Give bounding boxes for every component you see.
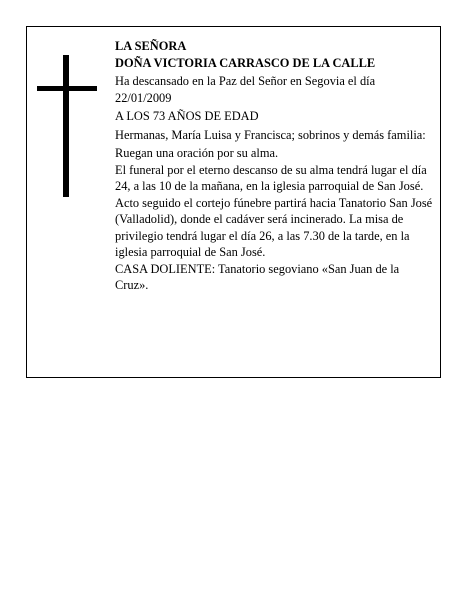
mourning-house: CASA DOLIENTE: Tanatorio segoviano «San Juan de la Cruz». — [115, 261, 400, 292]
death-statement: Ha descansado en la Paz del Señor en Segovia el día 22/01/2009 — [115, 74, 376, 105]
prayer-request: Ruegan una oración por su alma. — [115, 146, 279, 160]
cross-horizontal-bar — [37, 86, 97, 91]
notice-title: LA SEÑORA — [115, 39, 187, 53]
cross-vertical-bar — [63, 55, 69, 197]
deceased-name: DOÑA VICTORIA CARRASCO DE LA CALLE — [115, 55, 376, 70]
cross-icon — [37, 55, 97, 197]
funeral-details: El funeral por el eterno descanso de su alma tendrá lugar el día 24, a las 10 de la mañana, en la iglesia parroquial de San José. Acto seguido el cortejo fúnebre partirá hacia Tanatorio San José (Valladolid), donde el cadáver será incinerado. La misa de privilegio tendrá lugar el día 26, a las 7.30 de la tarde, en la iglesia parroquial de San José. — [115, 162, 433, 259]
obituary-text — [115, 38, 433, 294]
age-line: A LOS 73 AÑOS DE EDAD — [115, 109, 259, 123]
relatives-line: Hermanas, María Luisa y Francisca; sobrinos y demás familia: — [115, 127, 426, 142]
